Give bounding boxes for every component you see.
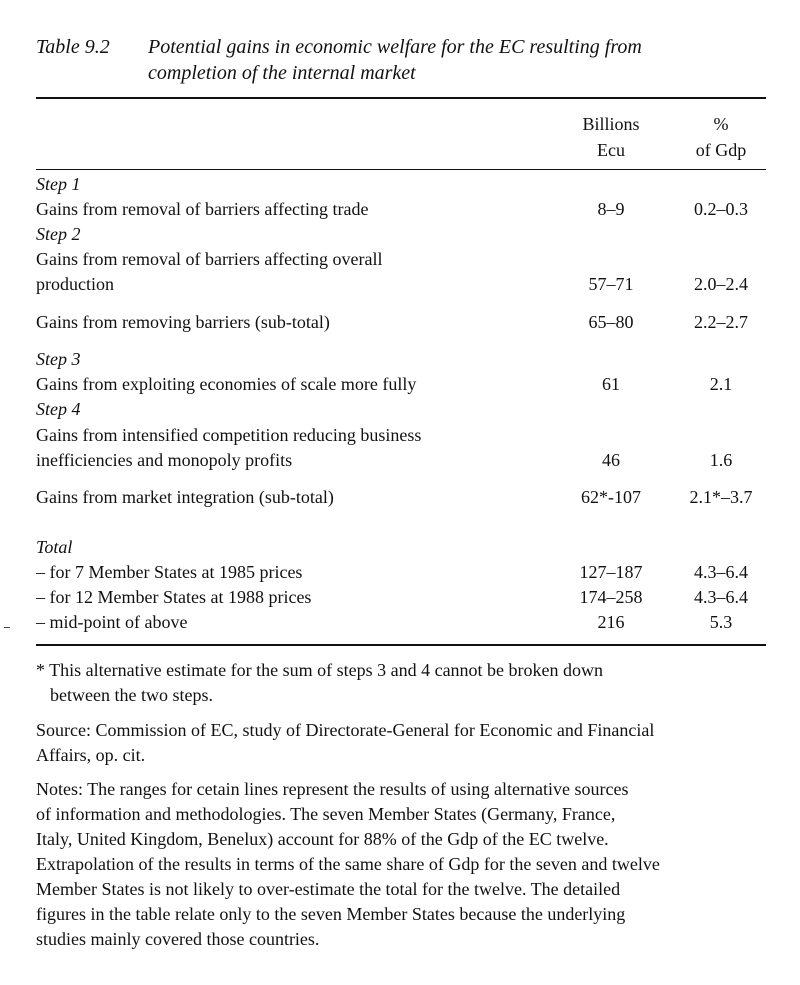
billions-ecu-cell: 61 [602, 374, 620, 394]
row-label: Step 1 [36, 174, 81, 194]
table-row [36, 534, 766, 560]
margin-dash [4, 627, 10, 628]
percent-gdp-cell: 2.0–2.4 [694, 274, 748, 294]
column-header-line: Billions [582, 114, 640, 134]
table-row [36, 396, 766, 422]
table-row [36, 584, 766, 610]
percent-gdp-cell: 2.2–2.7 [694, 312, 748, 332]
percent-gdp-cell: 5.3 [709, 612, 733, 632]
footnote-line: * This alternative estimate for the sum of steps 3 and 4 cannot be broken down [36, 660, 604, 680]
table-row [36, 422, 766, 448]
table-row [36, 271, 766, 297]
source-note [36, 718, 766, 768]
row-label: Gains from intensified competition reducing business [36, 425, 422, 445]
billions-ecu-cell: 57–71 [588, 274, 634, 294]
notes-line: studies mainly covered those countries. [36, 929, 320, 949]
percent-gdp-cell: 4.3–6.4 [694, 587, 748, 607]
table-row [36, 447, 766, 473]
table-row [36, 559, 766, 585]
table-row [36, 196, 766, 222]
billions-ecu-cell: 174–258 [579, 587, 643, 607]
row-label: Gains from exploiting economies of scale more fully [36, 374, 417, 394]
row-label: Gains from removal of barriers affecting overall [36, 249, 383, 269]
column-header-billions [556, 111, 666, 163]
table-row [36, 371, 766, 397]
notes-line: of information and methodologies. The seven Member States (Germany, France, [36, 804, 616, 824]
row-label: Gains from removal of barriers affecting trade [36, 199, 369, 219]
table-row [36, 609, 766, 635]
table-row [36, 309, 766, 335]
column-header-line: of Gdp [695, 140, 747, 160]
billions-ecu-cell: 216 [597, 612, 625, 632]
footnote-line: between the two steps. [50, 685, 213, 705]
notes-line: Member States is not likely to over-estimate the total for the twelve. The detailed [36, 879, 621, 899]
column-header-percent [676, 111, 766, 163]
notes-line: Notes: The ranges for cetain lines represent the results of using alternative sources [36, 779, 629, 799]
percent-gdp-cell: 4.3–6.4 [694, 562, 748, 582]
notes-line: Extrapolation of the results in terms of the same share of Gdp for the seven and twelve [36, 854, 660, 874]
row-label: – mid-point of above [36, 612, 188, 632]
billions-ecu-cell: 8–9 [597, 199, 625, 219]
table-number: Table 9.2 [36, 36, 110, 58]
row-label: production [36, 274, 114, 294]
table-row [36, 346, 766, 372]
percent-gdp-cell: 1.6 [709, 450, 733, 470]
billions-ecu-cell: 62*-107 [581, 487, 641, 507]
source-line: Source: Commission of EC, study of Directorate-General for Economic and Financial [36, 720, 655, 740]
billions-ecu-cell: 65–80 [588, 312, 634, 332]
percent-gdp-cell: 2.1 [709, 374, 733, 394]
table-bottom-rule [36, 644, 766, 646]
table-title [148, 34, 768, 86]
row-label: Step 3 [36, 349, 81, 369]
table-row [36, 221, 766, 247]
percent-gdp-cell: 0.2–0.3 [694, 199, 748, 219]
header-rule [36, 169, 766, 170]
row-label: – for 12 Member States at 1988 prices [36, 587, 312, 607]
notes-paragraph [36, 777, 766, 952]
notes-line: Italy, United Kingdom, Benelux) account for 88% of the Gdp of the EC twelve. [36, 829, 609, 849]
row-label: Gains from market integration (sub-total) [36, 487, 334, 507]
billions-ecu-cell: 127–187 [579, 562, 643, 582]
table-top-rule [36, 97, 766, 99]
table-footnote [36, 658, 766, 708]
row-label: – for 7 Member States at 1985 prices [36, 562, 303, 582]
table-title-line: completion of the internal market [148, 62, 416, 84]
column-header-line: Ecu [597, 140, 625, 160]
percent-gdp-cell: 2.1*–3.7 [689, 487, 753, 507]
notes-line: figures in the table relate only to the seven Member States because the underlying [36, 904, 626, 924]
table-row [36, 171, 766, 197]
table-title-line: Potential gains in economic welfare for the EC resulting from [148, 36, 642, 58]
table-row [36, 484, 766, 510]
row-label: Step 2 [36, 224, 81, 244]
row-label: Total [36, 537, 73, 557]
row-label: Gains from removing barriers (sub-total) [36, 312, 330, 332]
source-line: Affairs, op. cit. [36, 745, 146, 765]
row-label: inefficiencies and monopoly profits [36, 450, 293, 470]
table-row [36, 246, 766, 272]
column-header-line: % [713, 114, 729, 134]
billions-ecu-cell: 46 [602, 450, 620, 470]
row-label: Step 4 [36, 399, 81, 419]
